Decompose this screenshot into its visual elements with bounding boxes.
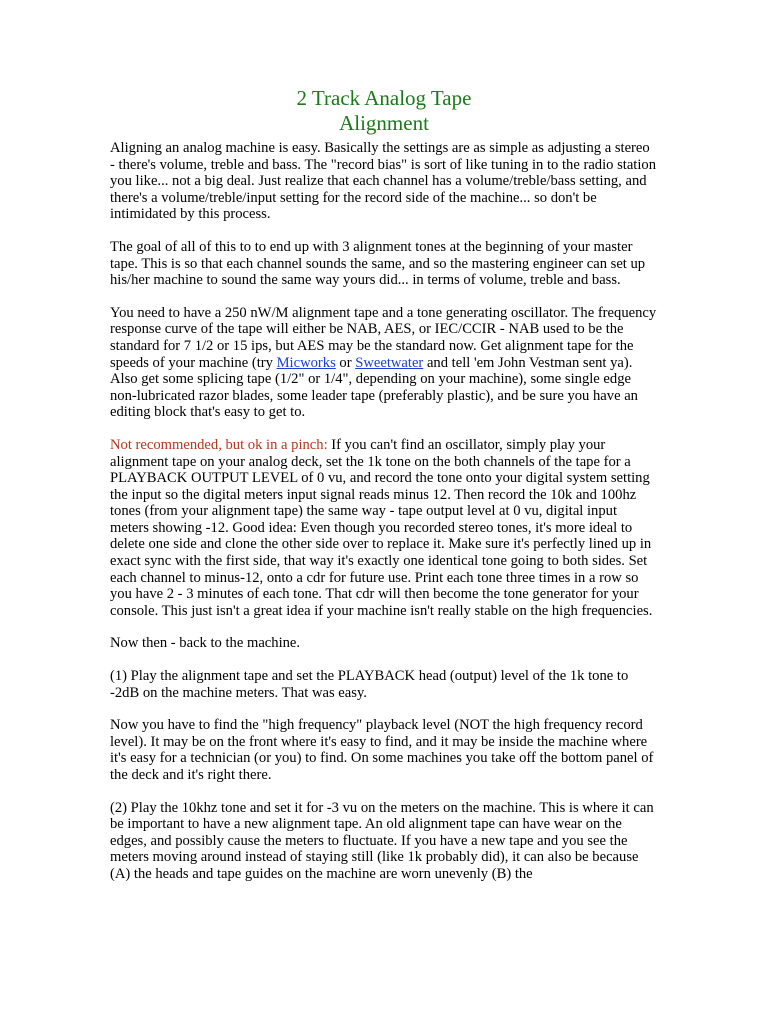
paragraph-goal: The goal of all of this to to end up with 3 alignment tones at the beginning of your master tape. This is so that each channel sounds the same, and so the mastering engineer can set up his/her machine to sound the same way yours did... in terms of volume, treble and bass.	[110, 238, 646, 289]
warning-label: Not recommended, but ok in a pinch:	[110, 436, 328, 453]
paragraph-step-2: (2) Play the 10khz tone and set it for -3 vu on the meters on the machine. This is where it can be important to have a new alignment tape. An old alignment tape can have wear on the edges, and possibly cause the meters to fluctuate. If you have a new tape and you see the meters moving around instead of staying still (like 1k probably did), it can also be because (A) the heads and tape guides on the machine are worn unevenly (B) the	[110, 799, 654, 882]
requirements-text-a: You need to have a 250 nW/M alignment tape and a tone generating oscillator. The frequency response curve of the tape will either be NAB, AES, or IEC/CCIR - NAB used to be the standard for 7 1/2 or 15 ips, but AES may be the standard now. Get alignment tape for the speeds of your machine (try	[110, 304, 657, 371]
paragraph-intro: Aligning an analog machine is easy. Basically the settings are as simple as adjusting a stereo - there's volume, treble and bass. The "record bias" is sort of like tuning in to the radio station you like... not a big deal. Just realize that each channel has a volume/treble/bass setting, and there's a volume/treble/input setting for the record side of the machine... so don't be intimidated by this process.	[110, 140, 657, 223]
micworks-link[interactable]: Micworks	[276, 354, 336, 371]
document-page	[110, 86, 658, 899]
paragraph-back-to-machine: Now then - back to the machine.	[110, 635, 301, 652]
pinch-tip-text: If you can't find an oscillator, simply play your alignment tape on your analog deck, set the 1k tone on the both channels of the tape for a PLAYBACK OUTPUT LEVEL of 0 vu, and record the tone onto your digital system setting the input so the digital meters input signal reads minus 12. Then record the 10k and 100hz tones (from your alignment tape) the same way - tape output level at 0 vu, digital input meters showing -12. Good idea: Even though you recorded stereo tones, it's more ideal to delete one side and clone the other side over to replace it. Make sure it's perfectly lined up in exact sync with the first side, that way it's exactly one identical tone going to both sides. Set each channel to minus-12, onto a cdr for future use. Print each tone three times in a row so you have 2 - 3 minutes of each tone. That cdr will then become the tone generator for your console. This just isn't a great idea if your machine isn't really stable on the high frequencies.	[110, 436, 653, 619]
title-line-2: Alignment	[339, 111, 429, 135]
paragraph-pinch-tip	[110, 437, 658, 620]
title-line-1: 2 Track Analog Tape	[296, 86, 472, 110]
requirements-text-c: and tell 'em John Vestman sent ya). Also get some splicing tape (1/2" or 1/4", depending on your machine), some single edge non-lubricated razor blades, some leader tape (preferably plastic), and be sure you have an editing block that's easy to get to.	[110, 354, 638, 421]
requirements-text-b: or	[335, 354, 356, 371]
paragraph-requirements	[110, 305, 658, 421]
page-title	[110, 86, 658, 136]
paragraph-high-frequency: Now you have to find the "high frequency" playback level (NOT the high frequency record level). It may be on the front where it's easy to find, and it may be inside the machine where it's easy for a technician (or you) to find. On some machines you take off the bottom panel of the deck and it's right there.	[110, 717, 654, 783]
sweetwater-link[interactable]: Sweetwater	[355, 354, 424, 371]
paragraph-step-1: (1) Play the alignment tape and set the PLAYBACK head (output) level of the 1k tone to -2dB on the machine meters. That was easy.	[110, 668, 629, 701]
